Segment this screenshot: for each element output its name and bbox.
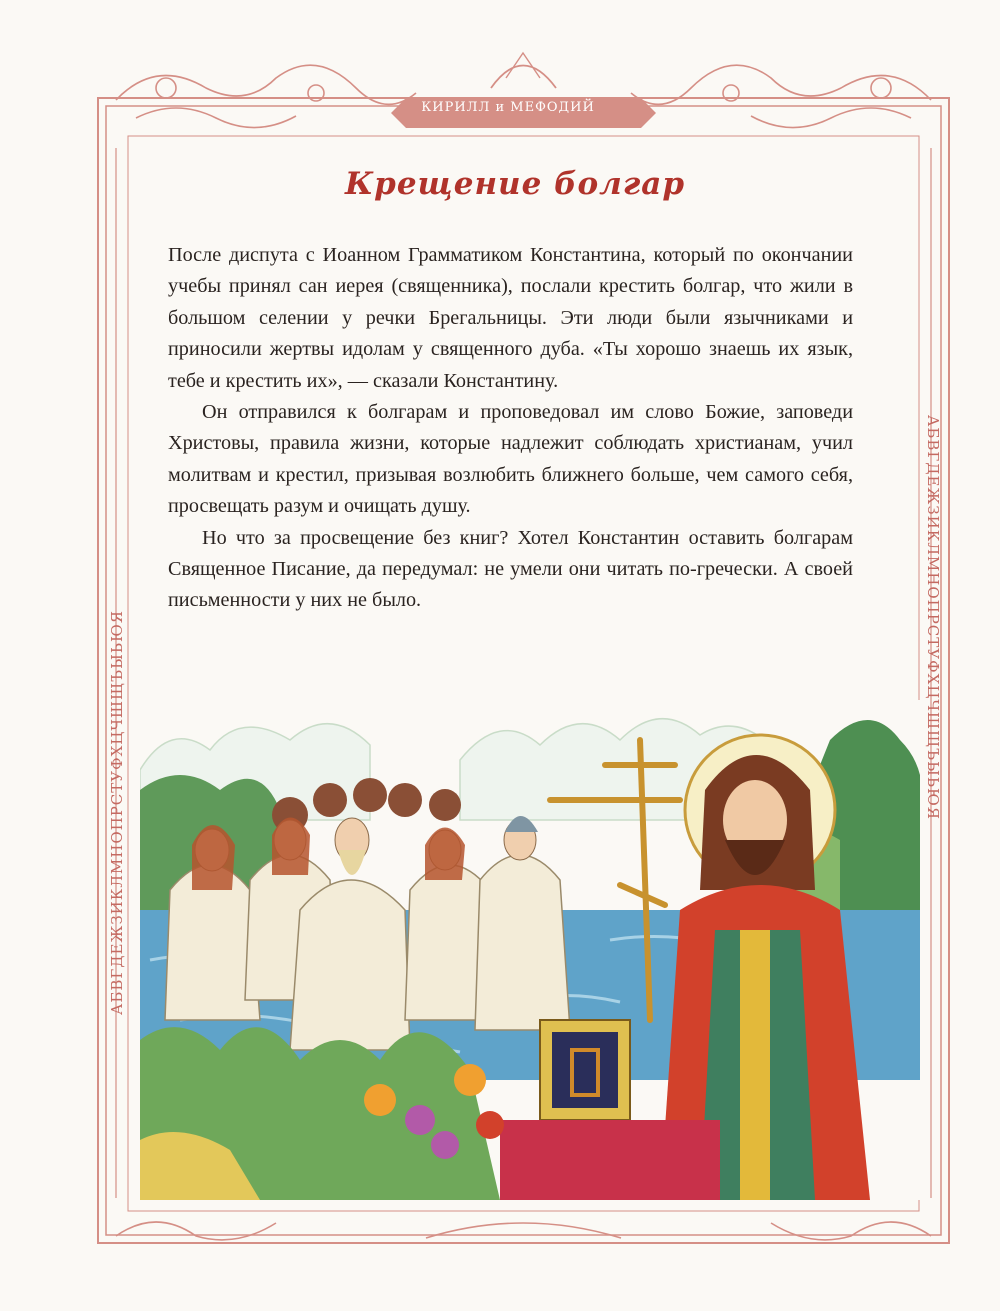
- baptism-illustration: [140, 700, 920, 1200]
- paragraph-1: После диспута с Иоанном Грамматиком Константина, который по окончании учебы принял сан иерея (священника), послали крестить болгар, что жили в большом селении у речки Брегальницы. Эти люди были язычниками и приносили жертвы идолам у священного дуба. «Ты хорошо знаешь их язык, тебе и крестить их», — сказали Константину.: [168, 244, 853, 392]
- chapter-text: [168, 240, 853, 617]
- baptism-scene-icon: [140, 700, 920, 1200]
- paragraph-3: Но что за просвещение без книг? Хотел Константин оставить болгарам Священное Писание, да передумал: не умели они читать по-гречески. А своей письменности у них не было.: [168, 526, 853, 612]
- chapter-title: Крещение болгар: [344, 166, 686, 202]
- frame-alphabet-left: АБВГДЕЖЗИКЛМНОПРСТУФХЦЧШЩЪЫЬЮЯ: [108, 610, 126, 1015]
- paragraph-2: Он отправился к болгарам и проповедовал им слово Божие, заповеди Христовы, правила жизни, которые надлежит соблюдать христианам, учил молитвам и крестил, призывая возлюбить ближнего больше, чем самого себя, просвещать разум и очищать душу.: [168, 401, 853, 518]
- frame-alphabet-right: АБВГДЕЖЗИКЛМНОПРСТУФХЦЧШЩЪЫЬЮЯ: [924, 415, 942, 820]
- frame-banner-title: КИРИЛЛ и МЕФОДИЙ: [421, 100, 595, 115]
